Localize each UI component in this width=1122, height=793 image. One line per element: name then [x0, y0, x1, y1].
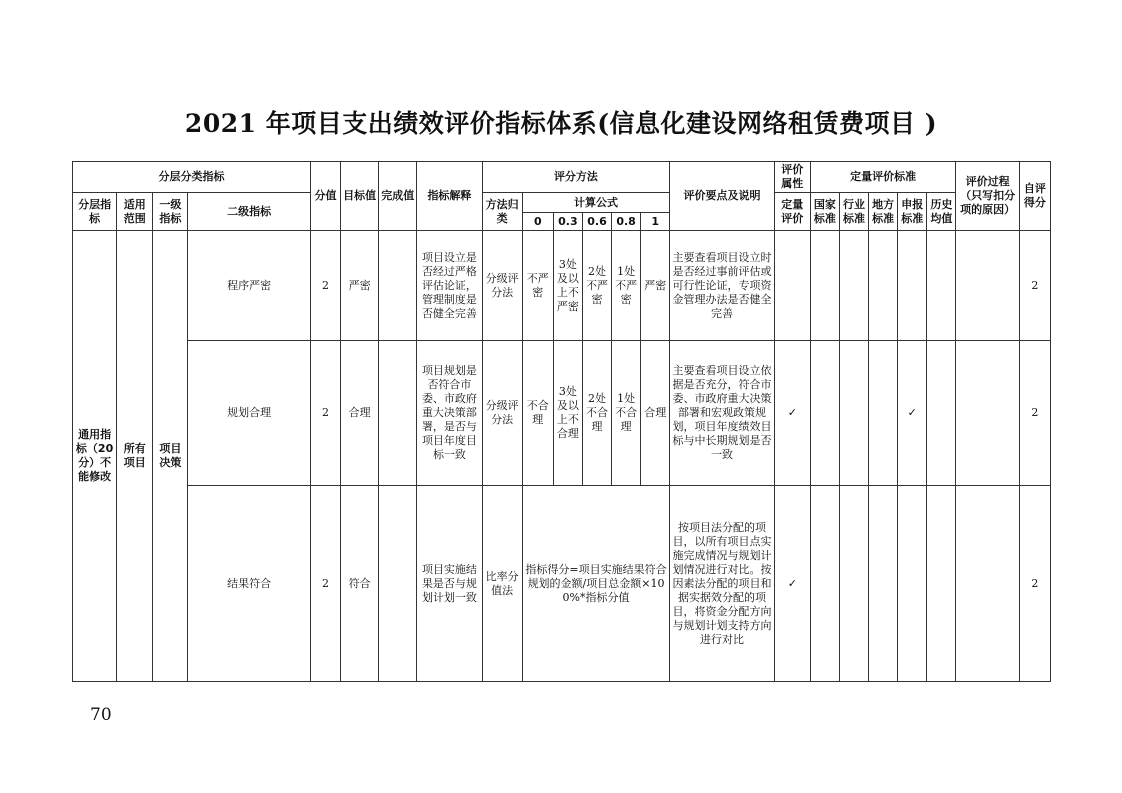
eval-process-cell [956, 486, 1019, 682]
declared-std-cell [898, 486, 927, 682]
header-eval-attr: 评价属性 [774, 162, 810, 193]
method-cell: 比率分值法 [482, 486, 522, 682]
level2-cell: 程序严密 [188, 231, 310, 341]
coef-06-cell: 2处不合理 [582, 341, 611, 486]
method-cell: 分级评分法 [482, 341, 522, 486]
explanation-cell: 项目实施结果是否与规划计划一致 [417, 486, 482, 682]
header-level1: 一级指标 [153, 193, 188, 231]
self-score-cell: 2 [1019, 486, 1050, 682]
header-category-group: 分层分类指标 [73, 162, 311, 193]
completion-cell [379, 486, 417, 682]
local-std-cell [869, 231, 898, 341]
historical-avg-cell [927, 341, 956, 486]
header-score-method-group: 评分方法 [482, 162, 670, 193]
local-std-cell [869, 341, 898, 486]
national-std-cell [810, 341, 839, 486]
local-std-cell [869, 486, 898, 682]
industry-std-cell [839, 231, 868, 341]
explanation-cell: 项目设立是否经过严格评估论证，管理制度是否健全完善 [417, 231, 482, 341]
declared-std-cell [898, 231, 927, 341]
header-coef-0: 0 [522, 213, 553, 231]
eval-process-cell [956, 231, 1019, 341]
level2-cell: 结果符合 [188, 486, 310, 682]
formula-cell: 指标得分=项目实施结果符合规划的金额/项目总金额×100%*指标分值 [522, 486, 670, 682]
score-cell: 2 [310, 486, 340, 682]
key-points-cell: 主要查看项目设立依据是否充分，符合市委、市政府重大决策部署和宏观政策规划，项目年度绩效目标与中长期规划是否一致 [670, 341, 774, 486]
quant-eval-cell [774, 231, 810, 341]
header-local-std: 地方标准 [869, 193, 898, 231]
coef-06-cell: 2处不严密 [582, 231, 611, 341]
coef-0-cell: 不合理 [522, 341, 553, 486]
table-row [73, 486, 1051, 682]
header-industry-std: 行业标准 [839, 193, 868, 231]
layer-indicator-cell: 通用指标（20分）不能修改 [73, 231, 117, 682]
header-formula: 计算公式 [522, 193, 670, 213]
header-declared-std: 申报标准 [898, 193, 927, 231]
key-points-cell: 主要查看项目设立时是否经过事前评估或可行性论证，专项资金管理办法是否健全完善 [670, 231, 774, 341]
national-std-cell [810, 231, 839, 341]
declared-std-cell: ✓ [898, 341, 927, 486]
self-score-cell: 2 [1019, 231, 1050, 341]
header-completion: 完成值 [379, 162, 417, 231]
coef-0-cell: 不严密 [522, 231, 553, 341]
method-cell: 分级评分法 [482, 231, 522, 341]
historical-avg-cell [927, 231, 956, 341]
industry-std-cell [839, 486, 868, 682]
coef-08-cell: 1处不严密 [612, 231, 641, 341]
header-key-points: 评价要点及说明 [670, 162, 774, 231]
page-number: 70 [90, 705, 112, 725]
level1-cell: 项目决策 [153, 231, 188, 682]
header-coef-03: 0.3 [553, 213, 582, 231]
level2-cell: 规划合理 [188, 341, 310, 486]
scope-cell: 所有项目 [117, 231, 153, 682]
header-explanation: 指标解释 [417, 162, 482, 231]
completion-cell [379, 231, 417, 341]
national-std-cell [810, 486, 839, 682]
coef-08-cell: 1处不合理 [612, 341, 641, 486]
header-level2: 二级指标 [188, 193, 310, 231]
header-target: 目标值 [341, 162, 379, 231]
header-method-type: 方法归类 [482, 193, 522, 231]
coef-1-cell: 合理 [641, 341, 670, 486]
table-row [73, 341, 1051, 486]
header-quant-eval: 定量评价 [774, 193, 810, 231]
header-coef-08: 0.8 [612, 213, 641, 231]
coef-1-cell: 严密 [641, 231, 670, 341]
quant-eval-cell: ✓ [774, 486, 810, 682]
coef-03-cell: 3处及以上不合理 [553, 341, 582, 486]
page-title: 2021 年项目支出绩效评价指标体系(信息化建设网络租赁费项目 ) [184, 109, 938, 138]
eval-process-cell [956, 341, 1019, 486]
target-cell: 严密 [341, 231, 379, 341]
explanation-cell: 项目规划是否符合市委、市政府重大决策部署，是否与项目年度目标一致 [417, 341, 482, 486]
header-self-score: 自评得分 [1019, 162, 1050, 231]
completion-cell [379, 341, 417, 486]
target-cell: 合理 [341, 341, 379, 486]
table-row [73, 231, 1051, 341]
indicator-table [72, 161, 1051, 682]
header-scope: 适用范围 [117, 193, 153, 231]
header-quant-std-group: 定量评价标准 [810, 162, 956, 193]
key-points-cell: 按项目法分配的项目，以所有项目点实施完成情况与规划计划情况进行对比。按因素法分配的项目和据实据效分配的项目，将资金分配方向与规划计划支持方向进行对比 [670, 486, 774, 682]
score-cell: 2 [310, 231, 340, 341]
header-national-std: 国家标准 [810, 193, 839, 231]
header-eval-process: 评价过程（只写扣分项的原因） [956, 162, 1019, 231]
header-layer-indicator: 分层指标 [73, 193, 117, 231]
header-coef-06: 0.6 [582, 213, 611, 231]
header-coef-1: 1 [641, 213, 670, 231]
score-cell: 2 [310, 341, 340, 486]
header-score: 分值 [310, 162, 340, 231]
self-score-cell: 2 [1019, 341, 1050, 486]
target-cell: 符合 [341, 486, 379, 682]
historical-avg-cell [927, 486, 956, 682]
quant-eval-cell: ✓ [774, 341, 810, 486]
header-historical-avg: 历史均值 [927, 193, 956, 231]
industry-std-cell [839, 341, 868, 486]
coef-03-cell: 3处及以上不严密 [553, 231, 582, 341]
